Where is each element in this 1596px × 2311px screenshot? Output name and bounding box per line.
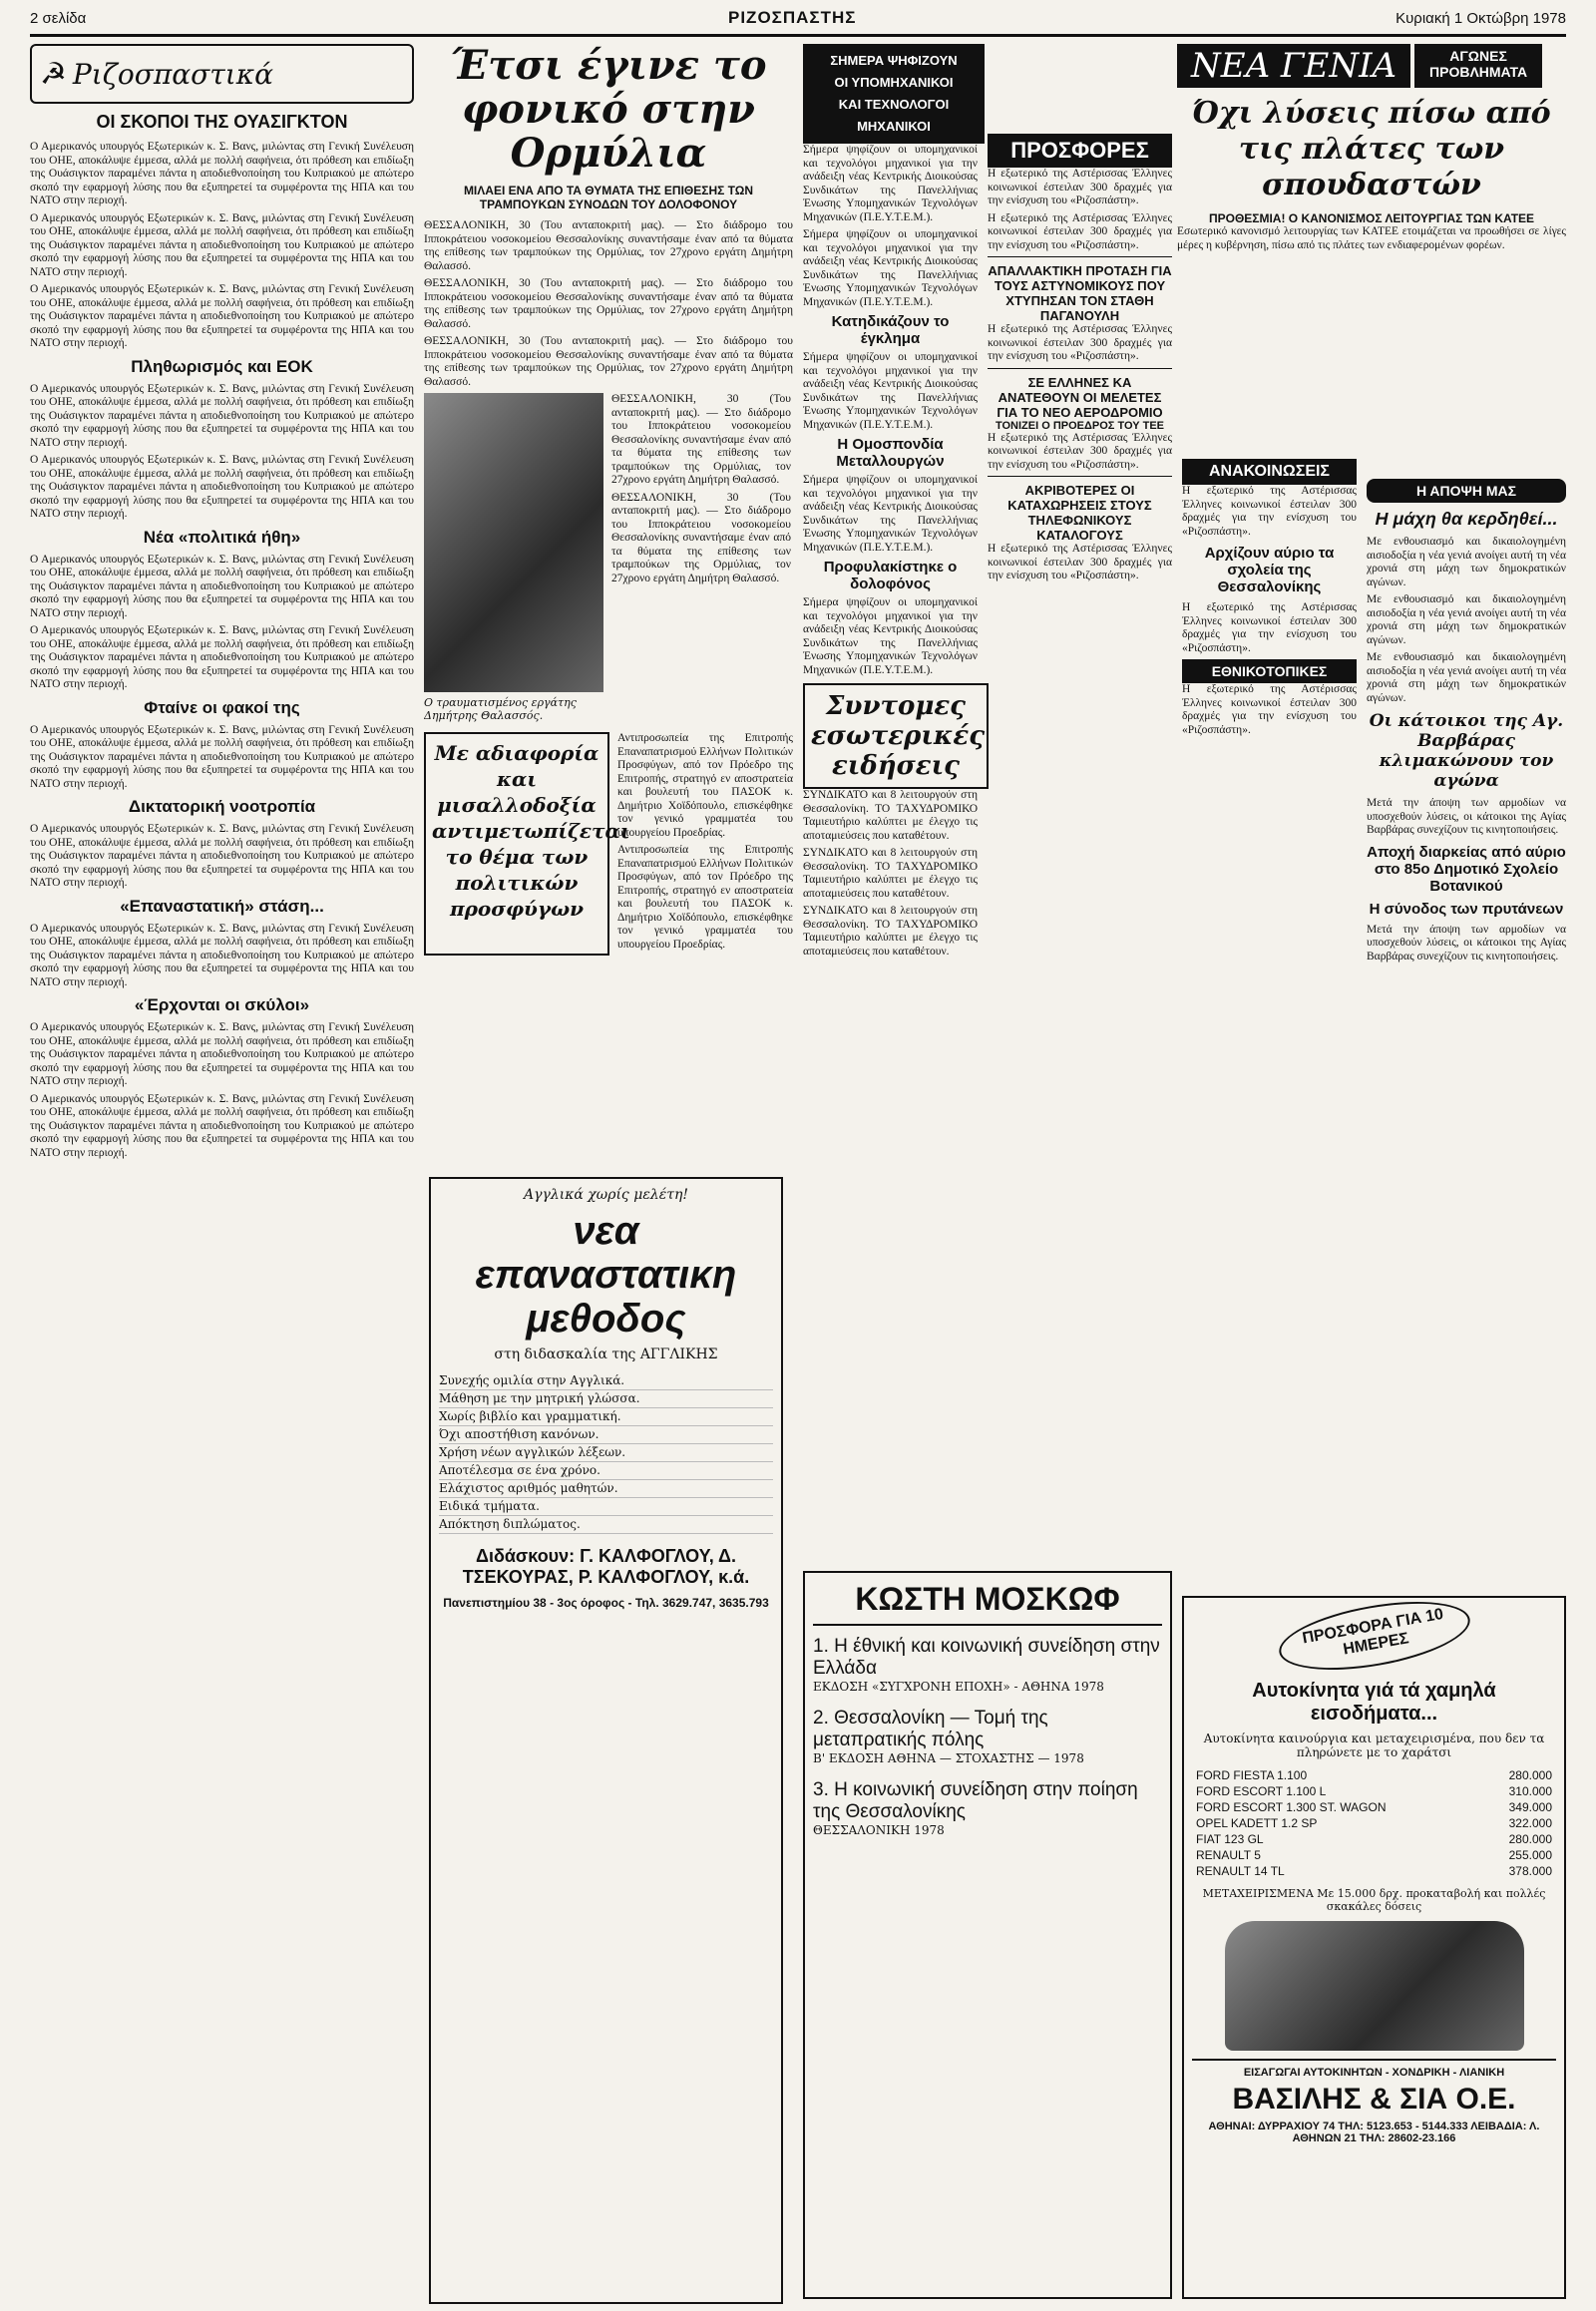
feature-item: Ελάχιστος αριθμός μαθητών. (439, 1480, 773, 1498)
section-body-2: Ο Αμερικανός υπουργός Εξωτερικών κ. Σ. Βανς, μιλώντας στη Γενική Συνέλευση του ΟΗΕ, αποκάλυψε έμμεσα, αλλά με πολλή σαφήνεια, ότι πρόθεση και επιδίωξη της Ουάσιγκτον παραμένει πάντα η αποδιεθνοποίηση του Κυπριακού με απώτερο σκοπό την εφαρμογή λύσης που θα εξυπηρετεί τα συμφέροντα της ΗΠΑ και του ΝΑΤΟ στην περιοχή. (30, 553, 414, 619)
book-number: 2. (813, 1708, 829, 1729)
banner-line: ΣΗΜΕΡΑ ΨΗΦΙΖΟΥΝ (830, 53, 958, 68)
english-address: Πανεπιστημίου 38 - 3ος όροφος - Τηλ. 3629.747, 3635.793 (443, 1596, 769, 1610)
car-price: 322.000 (1508, 1816, 1552, 1830)
page-number: 2 σελίδα (30, 10, 87, 27)
apopsi-title: Η ΑΠΟΨΗ ΜΑΣ (1367, 479, 1566, 503)
rizospastika-logo (30, 44, 414, 104)
headline: ΟΙ ΣΚΟΠΟΙ ΤΗΣ ΟΥΑΣΙΓΚΤΟΝ (96, 112, 348, 132)
moskof-book-2 (813, 1708, 1162, 1765)
feature-item: Απόκτηση διπλώματος. (439, 1516, 773, 1534)
engineers-banner (803, 44, 985, 144)
feature-item: Χωρίς βιβλίο και γραμματική. (439, 1408, 773, 1426)
section-body-5: Ο Αμερικανός υπουργός Εξωτερικών κ. Σ. Βανς, μιλώντας στη Γενική Συνέλευση του ΟΗΕ, αποκάλυψε έμμεσα, αλλά με πολλή σαφήνεια, ότι πρόθεση και επιδίωξη της Ουάσιγκτον παραμένει πάντα η αποδιεθνοποίηση του Κυπριακού με απώτερο σκοπό την εφαρμογή λύσης που θα εξυπηρετεί τα συμφέροντα της ΗΠΑ και του ΝΑΤΟ στην περιοχή. (30, 922, 414, 988)
engineers-body-2: Σήμερα ψηφίζουν οι υπομηχανικοί και τεχνολόγοι μηχανικοί για την ανάδειξη νέας Κεντρικής Διοικούσας Συνδικάτων της Πανελλήνιας Ένωσης Υπομηχανικών Τεχνολόγων Μηχανικών (Π.Ε.Υ.Τ.Ε.Μ.). (803, 228, 978, 308)
car-model: FORD ESCORT 1.300 ST. WAGON (1196, 1800, 1387, 1814)
english-title: νεα επαναστατικη μεθοδος (475, 1209, 737, 1341)
car-price: 255.000 (1508, 1848, 1552, 1862)
article-body-cont: Ο Αμερικανός υπουργός Εξωτερικών κ. Σ. Βανς, μιλώντας στη Γενική Συνέλευση του ΟΗΕ, αποκάλυψε έμμεσα, αλλά με πολλή σαφήνεια, ότι πρόθεση και επιδίωξη της Ουάσιγκτον παραμένει πάντα η αποδιεθνοποίηση του Κυπριακού με απώτερο σκοπό την εφαρμογή λύσης που θα εξυπηρετεί τα συμφέροντα της ΗΠΑ και του ΝΑΤΟ στην περιοχή. (30, 211, 414, 278)
banner-line: ΚΑΙ ΤΕΧΝΟΛΟΓΟΙ (838, 97, 950, 112)
subheading-6: «Έρχονται οι σκύλοι» (134, 995, 310, 1014)
car-footer: ΜΕΤΑΧΕΙΡΙΣΜΕΝΑ Με 15.000 δρχ. προκαταβολή και πολλές σκακάλες δόσεις (1202, 1887, 1546, 1913)
english-sub: στη διδασκαλία της ΑΓΓΛΙΚΗΣ (494, 1347, 718, 1362)
section-body-6b: Ο Αμερικανός υπουργός Εξωτερικών κ. Σ. Βανς, μιλώντας στη Γενική Συνέλευση του ΟΗΕ, αποκάλυψε έμμεσα, αλλά με πολλή σαφήνεια, ότι πρόθεση και επιδίωξη της Ουάσιγκτον παραμένει πάντα η αποδιεθνοποίηση του Κυπριακού με απώτερο σκοπό την εφαρμογή λύσης που θα εξυπηρετεί τα συμφέροντα της ΗΠΑ και του ΝΑΤΟ στην περιοχή. (30, 1092, 414, 1159)
announcements-body: Η εξωτερικό της Αστέρισσας Έλληνες κοινωνικοί έστειλαν 300 δραχμές για την ενίσχυση του «Ριζοσπάστη». (1182, 485, 1357, 538)
car-row (1192, 1799, 1556, 1815)
car-model: FIAT 123 GL (1196, 1832, 1264, 1846)
feature-item: Αποτέλεσμα σε ένα χρόνο. (439, 1462, 773, 1480)
subheading-1: Πληθωρισμός και ΕΟΚ (131, 356, 313, 376)
feature-item: Συνεχής ομιλία στην Αγγλικά. (439, 1372, 773, 1390)
refugees-body: Αντιπροσωπεία της Επιτροπής Επαναπατρισμού Ελλήνων Πολιτικών Προσφύγων, από τον Πρόεδρο της Επιτροπής, στρατηγό εν αποστρατεία και βουλευτή του ΠΑΣΟΚ κ. Δημήτριο Χοϊδόπουλο, επισκέφθηκε τον γενικό γραμματέα του υπουργείου Προεδρίας. (617, 732, 793, 839)
dealer-address: ΑΘΗΝΑΙ: ΔΥΡΡΑΧΙΟΥ 74 ΤΗΛ: 5123.653 - 5144.333 ΛΕΙΒΑΔΙΑ: Λ. ΑΘΗΝΩΝ 21 ΤΗΛ: 28602-23.166 (1208, 2120, 1540, 2144)
moskof-title: ΚΩΣΤΗ ΜΟΣΚΩΦ (813, 1581, 1162, 1626)
car-row (1192, 1863, 1556, 1879)
book-number: 3. (813, 1779, 829, 1800)
feature-item: Ειδικά τμήματα. (439, 1498, 773, 1516)
moskof-book-3 (813, 1779, 1162, 1837)
date: Κυριακή 1 Οκτώβρη 1978 (1396, 10, 1566, 27)
car-row (1192, 1767, 1556, 1783)
police-body: Η εξωτερικό της Αστέρισσας Έλληνες κοινωνικοί έστειλαν 300 δραχμές για την ενίσχυση του «Ριζοσπάστη». (988, 323, 1172, 362)
short-news-body-3: ΣΥΝΔΙΚΑΤΟ και 8 λειτουργούν στη Θεσσαλονίκη. ΤΟ ΤΑΧΥΔΡΟΜΙΚΟ Ταμιευτήριο καλύπτει με έλεγχο τις αποταμιεύσεις που καταθέτουν. (803, 905, 978, 958)
offers-body-2: Η εξωτερικό της Αστέρισσας Έλληνες κοινωνικοί έστειλαν 300 δραχμές για την ενίσχυση του «Ριζοσπάστη». (988, 211, 1172, 251)
car-price: 310.000 (1508, 1784, 1552, 1798)
short-news-box (803, 683, 989, 789)
ormylia-body-3: ΘΕΣΣΑΛΟΝΙΚΗ, 30 (Του ανταποκριτή μας). — Στο διάδρομο του Ιπποκράτειου νοσοκομείου Θεσσαλονίκης συναντήσαμε έναν από τα θύματα της επίθεσης των τραμπούκων της Ορμύλιας, τον 27χρονο εργάτη Δημήτρη Θαλασσό. (424, 335, 793, 388)
article-body: Ο Αμερικανός υπουργός Εξωτερικών κ. Σ. Βανς, μιλώντας στη Γενική Συνέλευση του ΟΗΕ, αποκάλυψε έμμεσα, αλλά με πολλή σαφήνεια, ότι πρόθεση και επιδίωξη της Ουάσιγκτον παραμένει πάντα η αποδιεθνοποίηση του Κυπριακού με απώτερο σκοπό την εφαρμογή λύσης που θα εξυπηρετεί τα συμφέροντα της ΗΠΑ και του ΝΑΤΟ στην περιοχή. (30, 141, 414, 206)
schools-headline: Αρχίζουν αύριο τα σχολεία της Θεσσαλονίκης (1204, 545, 1335, 595)
english-method-ad (429, 1177, 783, 2304)
ethnikotopikes-body: Η εξωτερικό της Αστέρισσας Έλληνες κοινωνικοί έστειλαν 300 δραχμές για την ενίσχυση του «Ριζοσπάστη». (1182, 683, 1357, 736)
synodos-body: Μετά την άποψη των αρμοδίων να υποσχεθούν λύσεις, οι κάτοικοι της Αγίας Βαρβάρας συνεχίζουν τις κινητοποιήσεις. (1367, 923, 1566, 963)
phonebook-body: Η εξωτερικό της Αστέρισσας Έλληνες κοινωνικοί έστειλαν 300 δραχμές για την ενίσχυση του «Ριζοσπάστη». (988, 543, 1172, 581)
column-rizospastika (30, 44, 414, 2298)
car-row (1192, 1783, 1556, 1799)
car-row (1192, 1847, 1556, 1863)
dealer-title: ΒΑΣΙΛΗΣ & ΣΙΑ Ο.Ε. (1232, 2083, 1516, 2116)
page-header (30, 8, 1566, 37)
car-dealer-ad (1182, 1596, 1566, 2299)
apopsi-body-2: Με ενθουσιασμό και δικαιολογημένη αισιοδοξία η νέα γενιά ανοίγει αυτή τη νέα χρονιά στη μάχη των δημοκρατικών αγώνων. (1367, 593, 1566, 646)
agones-logo: ΑΓΩΝΕΣ ΠΡΟΒΛΗΜΑΤΑ (1414, 44, 1542, 88)
car-price: 378.000 (1508, 1864, 1552, 1878)
car-row (1192, 1815, 1556, 1831)
car-model: RENAULT 14 TL (1196, 1864, 1285, 1878)
section-body-6: Ο Αμερικανός υπουργός Εξωτερικών κ. Σ. Βανς, μιλώντας στη Γενική Συνέλευση του ΟΗΕ, αποκάλυψε έμμεσα, αλλά με πολλή σαφήνεια, ότι πρόθεση και επιδίωξη της Ουάσιγκτον παραμένει πάντα η αποδιεθνοποίηση του Κυπριακού με απώτερο σκοπό την εφαρμογή λύσης που θα εξυπηρετεί τα συμφέροντα της ΗΠΑ και του ΝΑΤΟ στην περιοχή. (30, 1021, 414, 1087)
ethnikotopikes-title: ΕΘΝΙΚΟΤΟΠΙΚΕΣ (1182, 659, 1357, 683)
car-model: RENAULT 5 (1196, 1848, 1261, 1862)
book-title: Η κοινωνική συνείδηση στην ποίηση της Θεσσαλονίκης (813, 1779, 1138, 1822)
ormylia-body-5: ΘΕΣΣΑΛΟΝΙΚΗ, 30 (Του ανταποκριτή μας). — Στο διάδρομο του Ιπποκράτειου νοσοκομείου Θεσσαλονίκης συναντήσαμε έναν από τα θύματα της επίθεσης των τραμπούκων της Ορμύλιας, τον 27χρονο εργάτη Δημήτρη Θαλασσό. (611, 491, 791, 584)
offer-badge: ΠΡΟΣΦΟΡΑ ΓΙΑ 10 ΗΜΕΡΕΣ (1274, 1596, 1474, 1682)
condemn-body: Σήμερα ψηφίζουν οι υπομηχανικοί και τεχνολόγοι μηχανικοί για την ανάδειξη νέας Κεντρικής Διοικούσας Συνδικάτων της Πανελλήνιας Ένωσης Υπομηχανικών Τεχνολόγων Μηχανικών (Π.Ε.Υ.Τ.Ε.Μ.). (803, 351, 978, 431)
article-body-cont2: Ο Αμερικανός υπουργός Εξωτερικών κ. Σ. Βανς, μιλώντας στη Γενική Συνέλευση του ΟΗΕ, αποκάλυψε έμμεσα, αλλά με πολλή σαφήνεια, ότι πρόθεση και επιδίωξη της Ουάσιγκτον παραμένει πάντα η αποδιεθνοποίηση του Κυπριακού με απώτερο σκοπό την εφαρμογή λύσης που θα εξυπηρετεί τα συμφέροντα της ΗΠΑ και του ΝΑΤΟ στην περιοχή. (30, 283, 414, 349)
nea-genia-logo: ΝΕΑ ΓΕΝΙΑ (1177, 44, 1410, 88)
short-news-body-2: ΣΥΝΔΙΚΑΤΟ και 8 λειτουργούν στη Θεσσαλονίκη. ΤΟ ΤΑΧΥΔΡΟΜΙΚΟ Ταμιευτήριο καλύπτει με έλεγχο τις αποταμιεύσεις που καταθέτουν. (803, 847, 978, 900)
varvara-body: Μετά την άποψη των αρμοδίων να υποσχεθούν λύσεις, οι κάτοικοι της Αγίας Βαρβάρας συνεχίζουν τις κινητοποιήσεις. (1367, 797, 1566, 836)
banner-line: ΟΙ ΥΠΟΜΗΧΑΝΙΚΟΙ (834, 75, 954, 90)
federation-heading: Η Ομοσπονδία Μεταλλουργών (836, 436, 945, 470)
ormylia-body-2: ΘΕΣΣΑΛΟΝΙΚΗ, 30 (Του ανταποκριτή μας). — Στο διάδρομο του Ιπποκράτειου νοσοκομείου Θεσσαλονίκης συναντήσαμε έναν από τα θύματα της επίθεσης των τραμπούκων της Ορμύλιας, τον 27χρονο εργάτη Δημήτρη Θαλασσό. (424, 277, 793, 330)
apopsi-headline: Η μάχη θα κερδηθεί... (1375, 509, 1558, 529)
feature-item: Χρήση νέων αγγλικών λέξεων. (439, 1444, 773, 1462)
car-text: Αυτοκίνητα καινούργια και μεταχειρισμένα, που δεν τα πληρώνετε με το χαράτσι (1203, 1732, 1545, 1759)
apopsi-body: Με ενθουσιασμό και δικαιολογημένη αισιοδοξία η νέα γενιά ανοίγει αυτή τη νέα χρονιά στη μάχη των δημοκρατικών αγώνων. (1367, 536, 1566, 588)
arrest-body: Σήμερα ψηφίζουν οι υπομηχανικοί και τεχνολόγοι μηχανικοί για την ανάδειξη νέας Κεντρικής Διοικούσας Συνδικάτων της Πανελλήνιας Ένωσης Υπομηχανικών Τεχνολόγων Μηχανικών (Π.Ε.Υ.Τ.Ε.Μ.). (803, 596, 978, 676)
english-teachers: Διδάσκουν: Γ. ΚΑΛΦΟΓΛΟΥ, Δ. ΤΣΕΚΟΥΡΑΣ, Ρ. ΚΑΛΦΟΓΛΟΥ, κ.ά. (462, 1546, 750, 1587)
police-headline: ΑΠΑΛΛΑΚΤΙΚΗ ΠΡΟΤΑΣΗ ΓΙΑ ΤΟΥΣ ΑΣΤΥΝΟΜΙΚΟΥΣ ΠΟΥ ΧΤΥΠΗΣΑΝ ΤΟΝ ΣΤΑΘΗ ΠΑΓΑΝΟΥΛΗ (988, 256, 1172, 323)
banner-line: ΜΗΧΑΝΙΚΟΙ (857, 119, 931, 134)
federation-body: Σήμερα ψηφίζουν οι υπομηχανικοί και τεχνολόγοι μηχανικοί για την ανάδειξη νέας Κεντρικής Διοικούσας Συνδικάτων της Πανελλήνιας Ένωσης Υπομηχανικών Τεχνολόγων Μηχανικών (Π.Ε.Υ.Τ.Ε.Μ.). (803, 474, 978, 554)
ormylia-body-4: ΘΕΣΣΑΛΟΝΙΚΗ, 30 (Του ανταποκριτή μας). — Στο διάδρομο του Ιπποκράτειου νοσοκομείου Θεσσαλονίκης συναντήσαμε έναν από τα θύματα της επίθεσης των τραμπούκων της Ορμύλιας, τον 27χρονο εργάτη Δημήτρη Θαλασσό. (611, 393, 791, 486)
varvara-headline: Οι κάτοικοι της Αγ. Βαρβάρας κλιμακώνουν τον αγώνα (1369, 711, 1564, 791)
photo-caption: Ο τραυματισμένος εργάτης Δημήτρης Θαλασσός. (424, 696, 577, 722)
airport-body: Η εξωτερικό της Αστέρισσας Έλληνες κοινωνικοί έστειλαν 300 δραχμές για την ενίσχυση του «Ριζοσπάστη». (988, 431, 1172, 471)
car-model: FORD ESCORT 1.100 L (1196, 1784, 1327, 1798)
refugees-headline: Με αδιαφορία και μισαλλοδοξία αντιμετωπίζεται το θέμα των πολιτικών προσφύγων (432, 741, 630, 921)
section-body-1: Ο Αμερικανός υπουργός Εξωτερικών κ. Σ. Βανς, μιλώντας στη Γενική Συνέλευση του ΟΗΕ, αποκάλυψε έμμεσα, αλλά με πολλή σαφήνεια, ότι πρόθεση και επιδίωξη της Ουάσιγκτον παραμένει πάντα η αποδιεθνοποίηση του Κυπριακού με απώτερο σκοπό την εφαρμογή λύσης που θα εξυπηρετεί τα συμφέροντα της ΗΠΑ και του ΝΑΤΟ στην περιοχή. (30, 382, 414, 449)
phonebook-headline: ΑΚΡΙΒΟΤΕΡΕΣ ΟΙ ΚΑΤΑΧΩΡΗΣΕΙΣ ΣΤΟΥΣ ΤΗΛΕΦΩΝΙΚΟΥΣ ΚΑΤΑΛΟΓΟΥΣ (988, 476, 1172, 543)
moskof-book-1 (813, 1636, 1162, 1694)
car-price: 280.000 (1508, 1768, 1552, 1782)
section-body-3: Ο Αμερικανός υπουργός Εξωτερικών κ. Σ. Βανς, μιλώντας στη Γενική Συνέλευση του ΟΗΕ, αποκάλυψε έμμεσα, αλλά με πολλή σαφήνεια, ότι πρόθεση και επιδίωξη της Ουάσιγκτον παραμένει πάντα η αποδιεθνοποίηση του Κυπριακού με απώτερο σκοπό την εφαρμογή λύσης που θα εξυπηρετεί τα συμφέροντα της ΗΠΑ και του ΝΑΤΟ στην περιοχή. (30, 723, 414, 790)
masthead: ΡΙΖΟΣΠΑΣΤΗΣ (728, 8, 857, 27)
section-body-4: Ο Αμερικανός υπουργός Εξωτερικών κ. Σ. Βανς, μιλώντας στη Γενική Συνέλευση του ΟΗΕ, αποκάλυψε έμμεσα, αλλά με πολλή σαφήνεια, ότι πρόθεση και επιδίωξη της Ουάσιγκτον παραμένει πάντα η αποδιεθνοποίηση του Κυπριακού με απώτερο σκοπό την εφαρμογή λύσης που θα εξυπηρετεί τα συμφέροντα της ΗΠΑ και του ΝΑΤΟ στην περιοχή. (30, 823, 414, 889)
offers-body: Η εξωτερικό της Αστέρισσας Έλληνες κοινωνικοί έστειλαν 300 δραχμές για την ενίσχυση του «Ριζοσπάστη». (988, 168, 1172, 206)
book-title: Θεσσαλονίκη — Τομή της μεταπρατικής πόλης (813, 1708, 1048, 1750)
nea-genia-body: Εσωτερικό κανονισμό λειτουργίας των ΚΑΤΕΕ ετοιμάζεται να προωθήσει σε λίγες μέρες η κυβέρνηση, πίσω από τις πλάτες των ενδιαφερομένων φορέων. (1177, 225, 1566, 251)
short-news-title: Συντομες εσωτερικές ειδήσεις (811, 691, 986, 781)
section-body-1b: Ο Αμερικανός υπουργός Εξωτερικών κ. Σ. Βανς, μιλώντας στη Γενική Συνέλευση του ΟΗΕ, αποκάλυψε έμμεσα, αλλά με πολλή σαφήνεια, ότι πρόθεση και επιδίωξη της Ουάσιγκτον παραμένει πάντα η αποδιεθνοποίηση του Κυπριακού με απώτερο σκοπό την εφαρμογή λύσης που θα εξυπηρετεί τα συμφέροντα της ΗΠΑ και του ΝΑΤΟ στην περιοχή. (30, 454, 414, 520)
dealer-subtitle: ΕΙΣΑΓΩΓΑΙ ΑΥΤΟΚΙΝΗΤΩΝ - ΧΟΝΔΡΙΚΗ - ΛΙΑΝΙΚΗ (1192, 2059, 1556, 2079)
offers-title: ΠΡΟΣΦΟΡΕΣ (988, 134, 1172, 168)
book-number: 1. (813, 1636, 829, 1657)
book-publisher: Β' ΕΚΔΟΣΗ ΑΘΗΝΑ — ΣΤΟΧΑΣΤΗΣ — 1978 (813, 1751, 1084, 1765)
logo-text: Ριζοσπαστικά (72, 57, 274, 91)
airport-subhead: ΤΟΝΙΖΕΙ Ο ΠΡΟΕΔΡΟΣ ΤΟΥ ΤΕΕ (995, 419, 1165, 432)
short-news-body: ΣΥΝΔΙΚΑΤΟ και 8 λειτουργούν στη Θεσσαλονίκη. ΤΟ ΤΑΧΥΔΡΟΜΙΚΟ Ταμιευτήριο καλύπτει με έλεγχο τις αποταμιεύσεις που καταθέτουν. (803, 789, 978, 842)
car-title: Αυτοκίνητα γιά τά χαμηλά εισοδήματα... (1252, 1680, 1496, 1725)
ormylia-headline: Έτσι έγινε το φονικό στην Ορμύλια (450, 44, 767, 177)
section-body-2b: Ο Αμερικανός υπουργός Εξωτερικών κ. Σ. Βανς, μιλώντας στη Γενική Συνέλευση του ΟΗΕ, αποκάλυψε έμμεσα, αλλά με πολλή σαφήνεια, ότι πρόθεση και επιδίωξη της Ουάσιγκτον παραμένει πάντα η αποδιεθνοποίηση του Κυπριακού με απώτερο σκοπό την εφαρμογή λύσης που θα εξυπηρετεί τα συμφέροντα της ΗΠΑ και του ΝΑΤΟ στην περιοχή. (30, 624, 414, 690)
column-apopsi (1367, 479, 1566, 1307)
feature-item: Μάθηση με την μητρική γλώσσα. (439, 1390, 773, 1408)
subheading-5: «Επαναστατική» στάση... (120, 896, 324, 916)
subheading-3: Φταίνε οι φακοί της (144, 697, 300, 717)
car-image (1225, 1921, 1524, 2051)
car-model: OPEL KADETT 1.2 SP (1196, 1816, 1318, 1830)
book-publisher: ΕΚΔΟΣΗ «ΣΥΓΧΡΟΝΗ ΕΠΟΧΗ» - ΑΘΗΝΑ 1978 (813, 1680, 1104, 1694)
refugees-body-2: Αντιπροσωπεία της Επιτροπής Επαναπατρισμού Ελλήνων Πολιτικών Προσφύγων, από τον Πρόεδρο της Επιτροπής, στρατηγό εν αποστρατεία και βουλευτή του ΠΑΣΟΚ κ. Δημήτριο Χοϊδόπουλο, επισκέφθηκε τον γενικό γραμματέα του υπουργείου Προεδρίας. (617, 844, 793, 951)
apoxi-headline: Αποχή διαρκείας από αύριο στο 85ο Δημοτικό Σχολείο Βοτανικού (1367, 843, 1566, 895)
ormylia-body: ΘΕΣΣΑΛΟΝΙΚΗ, 30 (Του ανταποκριτή μας). — Στο διάδρομο του Ιπποκράτειου νοσοκομείου Θεσσαλονίκης συναντήσαμε έναν από τα θύματα της επίθεσης των τραμπούκων της Ορμύλιας, τον 27χρονο εργάτη Δημήτρη Θαλασσό. (424, 219, 793, 272)
ormylia-subhead: ΜΙΛΑΕΙ ΕΝΑ ΑΠΟ ΤΑ ΘΥΜΑΤΑ ΤΗΣ ΕΠΙΘΕΣΗΣ ΤΩΝ ΤΡΑΜΠΟΥΚΩΝ ΣΥΝΟΔΩΝ ΤΟΥ ΔΟΛΟΦΟΝΟΥ (463, 184, 754, 211)
engineers-body: Σήμερα ψηφίζουν οι υπομηχανικοί και τεχνολόγοι μηχανικοί για την ανάδειξη νέας Κεντρικής Διοικούσας Συνδικάτων της Πανελλήνιας Ένωσης Υπομηχανικών Τεχνολόγων Μηχανικών (Π.Ε.Υ.Τ.Ε.Μ.). (803, 144, 978, 223)
hammer-sickle-icon: ☭ (40, 56, 67, 92)
subheading-4: Δικτατορική νοοτροπία (128, 797, 316, 816)
feature-item: Όχι αποστήθιση κανόνων. (439, 1426, 773, 1444)
moskof-books-ad (803, 1571, 1172, 2299)
nea-genia-subhead: ΠΡΟΘΕΣΜΙΑ! Ο ΚΑΝΟΝΙΣΜΟΣ ΛΕΙΤΟΥΡΓΙΑΣ ΤΩΝ ΚΑΤΕΕ (1208, 211, 1535, 225)
condemn-heading: Κατηδικάζουν το έγκλημα (831, 313, 950, 347)
schools-body: Η εξωτερικό της Αστέρισσας Έλληνες κοινωνικοί έστειλαν 300 δραχμές για την ενίσχυση του «Ριζοσπάστη». (1182, 601, 1357, 654)
nea-genia-headline: Όχι λύσεις πίσω από τις πλάτες των σπουδαστών (1192, 96, 1551, 202)
airport-headline: ΣΕ ΕΛΛΗΝΕΣ ΚΑ ΑΝΑΤΕΘΟΥΝ ΟΙ ΜΕΛΕΤΕΣ ΓΙΑ ΤΟ ΝΕΟ ΑΕΡΟΔΡΟΜΙΟ (988, 368, 1172, 420)
car-price: 280.000 (1508, 1832, 1552, 1846)
book-publisher: ΘΕΣΣΑΛΟΝΙΚΗ 1978 (813, 1823, 945, 1837)
victim-photo (424, 393, 603, 692)
synodos-headline: Η σύνοδος των πρυτάνεων (1369, 900, 1564, 918)
english-features (439, 1372, 773, 1534)
car-price: 349.000 (1508, 1800, 1552, 1814)
english-tag: Αγγλικά χωρίς μελέτη! (524, 1187, 688, 1203)
car-price-table (1192, 1767, 1556, 1879)
subheading-2: Νέα «πολιτικά ήθη» (143, 527, 301, 547)
book-title: Η έθνική και κοινωνική συνείδηση στην Ελλάδα (813, 1636, 1160, 1679)
announcements-title: ΑΝΑΚΟΙΝΩΣΕΙΣ (1182, 459, 1357, 485)
apopsi-body-3: Με ενθουσιασμό και δικαιολογημένη αισιοδοξία η νέα γενιά ανοίγει αυτή τη νέα χρονιά στη μάχη των δημοκρατικών αγώνων. (1367, 651, 1566, 704)
column-ormylia (424, 44, 793, 1171)
arrest-heading: Προφυλακίστηκε ο δολοφόνος (823, 559, 958, 592)
car-row (1192, 1831, 1556, 1847)
car-model: FORD FIESTA 1.100 (1196, 1768, 1308, 1782)
